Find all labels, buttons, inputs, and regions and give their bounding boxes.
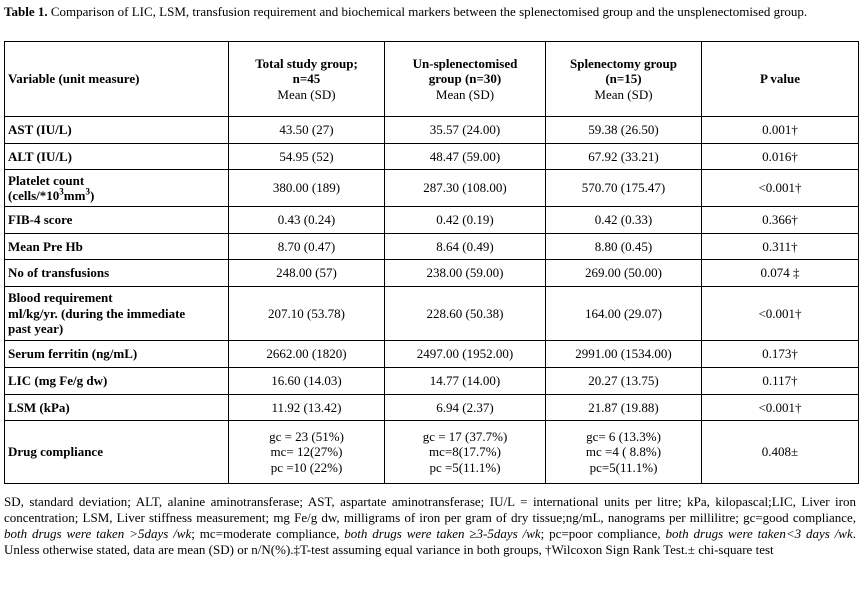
- compliance-line: gc= 6 (13.3%): [586, 428, 661, 444]
- row-pvalue: 0.117†: [702, 368, 859, 395]
- header-unsplen-title: Un-splenectomised: [412, 55, 518, 71]
- table-header-row: [5, 42, 859, 117]
- compliance-line: mc= 12(27%): [270, 444, 343, 460]
- superscript: 3: [85, 186, 90, 197]
- table-row: [5, 287, 859, 341]
- row-variable: Drug compliance: [5, 421, 229, 484]
- row-variable: [5, 287, 229, 341]
- header-splen-n: (n=15): [605, 71, 642, 87]
- variable-part: (cells/*10: [8, 188, 60, 203]
- row-splen: 59.38 (26.50): [546, 117, 702, 144]
- row-splen: 0.42 (0.33): [546, 207, 702, 234]
- row-splen: 21.87 (19.88): [546, 395, 702, 421]
- header-pvalue: P value: [702, 42, 859, 117]
- superscript: 3: [59, 186, 64, 197]
- row-variable-line: Blood requirement: [8, 290, 113, 306]
- table-row: [5, 395, 859, 421]
- row-total: 8.70 (0.47): [229, 234, 385, 260]
- row-total: [229, 421, 385, 484]
- variable-part: ): [89, 188, 95, 203]
- row-variable: Serum ferritin (ng/mL): [5, 341, 229, 368]
- caption-text: Comparison of LIC, LSM, transfusion requirement and biochemical markers between the splenectomised group and the unsplenectomised group.: [47, 4, 808, 19]
- row-pvalue: 0.173†: [702, 341, 859, 368]
- row-splen: 2991.00 (1534.00): [546, 341, 702, 368]
- row-unsplen: 48.47 (59.00): [385, 144, 546, 170]
- row-unsplen: 8.64 (0.49): [385, 234, 546, 260]
- row-total: 2662.00 (1820): [229, 341, 385, 368]
- row-unsplen: 35.57 (24.00): [385, 117, 546, 144]
- row-total: 207.10 (53.78): [229, 287, 385, 341]
- row-total: 0.43 (0.24): [229, 207, 385, 234]
- row-pvalue: 0.016†: [702, 144, 859, 170]
- compliance-line: pc=5(11.1%): [589, 459, 658, 475]
- table-row: [5, 341, 859, 368]
- compliance-line: pc =5(11.1%): [429, 459, 501, 475]
- table-row: [5, 421, 859, 484]
- table-row: [5, 170, 859, 207]
- row-pvalue: 0.001†: [702, 117, 859, 144]
- row-variable: FIB-4 score: [5, 207, 229, 234]
- compliance-line: mc=8(17.7%): [429, 444, 501, 460]
- compliance-line: mc =4 ( 8.8%): [585, 444, 662, 460]
- row-pvalue: <0.001†: [702, 287, 859, 341]
- row-variable: LIC (mg Fe/g dw): [5, 368, 229, 395]
- row-splen: 67.92 (33.21): [546, 144, 702, 170]
- table-row: [5, 368, 859, 395]
- row-total: 11.92 (13.42): [229, 395, 385, 421]
- table-footnote: [4, 494, 856, 558]
- table-label: Table 1.: [4, 4, 48, 19]
- row-unsplen: 14.77 (14.00): [385, 368, 546, 395]
- footnote-italic: both drugs were taken >5days /wk: [4, 526, 192, 541]
- row-variable: AST (IU/L): [5, 117, 229, 144]
- row-unsplen: [385, 421, 546, 484]
- table-row: [5, 260, 859, 287]
- row-total: 54.95 (52): [229, 144, 385, 170]
- header-total-title: Total study group;: [255, 55, 358, 71]
- row-unsplen: 2497.00 (1952.00): [385, 341, 546, 368]
- row-splen: 164.00 (29.07): [546, 287, 702, 341]
- footnote-text: ; mc=moderate compliance,: [191, 526, 345, 541]
- row-total: 16.60 (14.03): [229, 368, 385, 395]
- row-splen: 20.27 (13.75): [546, 368, 702, 395]
- header-splen-title: Splenectomy group: [569, 55, 677, 71]
- header-unsplen-sub: Mean (SD): [435, 86, 495, 102]
- row-unsplen: 238.00 (59.00): [385, 260, 546, 287]
- row-unsplen: 287.30 (108.00): [385, 170, 546, 207]
- compliance-line: gc = 23 (51%): [269, 428, 344, 444]
- row-pvalue: <0.001†: [702, 395, 859, 421]
- compliance-line: gc = 17 (37.7%): [422, 428, 508, 444]
- footnote-italic: both drugs were taken ≥3-5days /wk: [344, 526, 541, 541]
- row-splen: 570.70 (175.47): [546, 170, 702, 207]
- row-variable-line: past year): [8, 321, 64, 337]
- footnote-text: SD, standard deviation; ALT, alanine aminotransferase; AST, aspartate aminotransferase; IU/L = international units per litre; kPa, kilopascal;LIC, Liver iron concentration; LSM, Liver stiffness measurement; mg Fe/g dw, milligrams of iron per gram of dry tissue;ng/mL, nanograms per millilitre; gc=good compliance,: [4, 494, 856, 525]
- compliance-line: pc =10 (22%): [270, 459, 343, 475]
- footnote-text: . Unless otherwise stated, data are mean (SD) or n/N(%).‡T-test assuming equal variance in both groups, †Wilcoxon Sign Rank Test.± chi-square test: [4, 526, 856, 557]
- header-unsplen-n: group (n=30): [428, 71, 502, 87]
- row-unsplen: 228.60 (50.38): [385, 287, 546, 341]
- row-variable: LSM (kPa): [5, 395, 229, 421]
- row-total: 43.50 (27): [229, 117, 385, 144]
- table-row: [5, 144, 859, 170]
- row-pvalue: <0.001†: [702, 170, 859, 207]
- row-variable: ALT (IU/L): [5, 144, 229, 170]
- table-caption: [4, 3, 856, 20]
- row-variable-line: [8, 188, 225, 204]
- row-pvalue: 0.074 ‡: [702, 260, 859, 287]
- row-variable: [5, 170, 229, 207]
- footnote-text: ; pc=poor compliance,: [540, 526, 666, 541]
- row-total: 380.00 (189): [229, 170, 385, 207]
- header-splen-sub: Mean (SD): [594, 86, 653, 102]
- header-total-n: n=45: [292, 71, 321, 87]
- header-total-sub: Mean (SD): [277, 86, 336, 102]
- row-variable: No of transfusions: [5, 260, 229, 287]
- row-pvalue: 0.311†: [702, 234, 859, 260]
- table-row: [5, 234, 859, 260]
- row-splen: 8.80 (0.45): [546, 234, 702, 260]
- row-unsplen: 0.42 (0.19): [385, 207, 546, 234]
- variable-part: mm: [63, 188, 86, 203]
- row-total: 248.00 (57): [229, 260, 385, 287]
- comparison-table: [4, 41, 859, 484]
- row-splen: 269.00 (50.00): [546, 260, 702, 287]
- table-row: [5, 117, 859, 144]
- header-splen: [546, 42, 702, 117]
- header-total: [229, 42, 385, 117]
- row-pvalue: 0.408±: [702, 421, 859, 484]
- row-pvalue: 0.366†: [702, 207, 859, 234]
- table-row: [5, 207, 859, 234]
- row-variable: Mean Pre Hb: [5, 234, 229, 260]
- row-splen: [546, 421, 702, 484]
- footnote-italic: both drugs were taken<3 days /wk: [665, 526, 853, 541]
- header-variable: Variable (unit measure): [5, 42, 229, 117]
- row-variable-line: Platelet count: [8, 172, 85, 188]
- row-unsplen: 6.94 (2.37): [385, 395, 546, 421]
- row-variable-line: ml/kg/yr. (during the immediate: [8, 305, 186, 321]
- header-unsplen: [385, 42, 546, 117]
